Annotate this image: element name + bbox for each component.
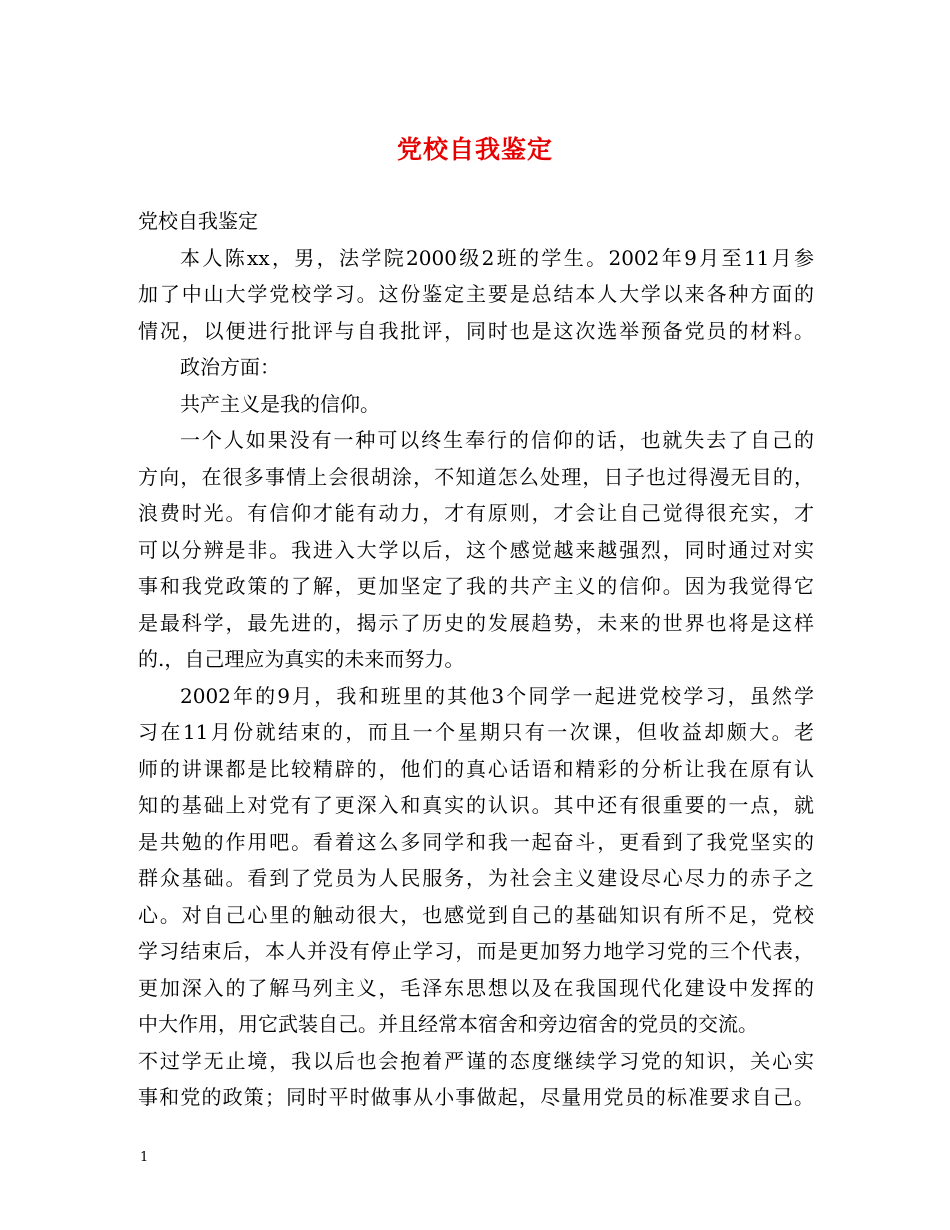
text-line: 事和我党政策的了解，更加坚定了我的共产主义的信仰。因为我觉得它 [138,574,814,598]
text-line: 的.，自己理应为真实的未来而努力。 [138,647,465,671]
text-line: 中大作用，用它武装自己。并且经常本宿舍和旁边宿舍的党员的交流。 [138,1012,758,1036]
text-line: 本人陈xx，男，法学院2000级2班的学生。2002年9月至11月参 [180,245,814,270]
text-line: 政治方面： [180,355,280,379]
text-line: 可以分辨是非。我进入大学以后，这个感觉越来越强烈，同时通过对实 [138,537,814,562]
text-line: 不过学无止境，我以后也会抱着严谨的态度继续学习党的知识，关心实 [138,1048,814,1073]
text-line: 事和党的政策；同时平时做事从小事做起，尽量用党员的标准要求自己。 [138,1085,814,1109]
text-line: 知的基础上对党有了更深入和真实的认识。其中还有很重要的一点，就 [138,793,814,817]
text-line: 浪费时光。有信仰才能有动力，才有原则，才会让自己觉得很充实，才 [138,501,814,525]
text-line: 加了中山大学党校学习。这份鉴定主要是总结本人大学以来各种方面的 [138,282,814,306]
text-line: 2002年的9月，我和班里的其他3个同学一起进党校学习，虽然学 [180,683,814,708]
text-line: 习在11月份就结束的，而且一个星期只有一次课，但收益却颇大。老 [138,720,814,744]
text-line: 师的讲课都是比较精辟的，他们的真心话语和精彩的分析让我在原有认 [138,756,814,781]
text-line: 学习结束后，本人并没有停止学习，而是更加努力地学习党的三个代表， [138,939,814,963]
document-body [138,203,814,1116]
text-line: 是最科学，最先进的，揭示了历史的发展趋势，未来的世界也将是这样 [138,610,814,635]
text-line: 更加深入的了解马列主义，毛泽东思想以及在我国现代化建设中发挥的 [138,975,814,1000]
text-line: 群众基础。看到了党员为人民服务，为社会主义建设尽心尽力的赤子之 [138,866,814,890]
text-line: 一个人如果没有一种可以终生奉行的信仰的话，也就失去了自己的 [180,428,814,452]
text-line: 共产主义是我的信仰。 [180,391,380,416]
document-title: 党校自我鉴定 [396,135,553,164]
text-line: 心。对自己心里的触动很大，也感觉到自己的基础知识有所不足，党校 [138,902,814,927]
text-line: 方向，在很多事情上会很胡涂，不知道怎么处理，日子也过得漫无目的， [138,464,814,489]
text-line: 是共勉的作用吧。看着这么多同学和我一起奋斗，更看到了我党坚实的 [138,829,814,854]
text-line: 党校自我鉴定 [138,209,258,233]
page-number: 1 [140,1150,149,1165]
text-line: 情况，以便进行批评与自我批评，同时也是这次选举预备党员的材料。 [138,318,814,343]
